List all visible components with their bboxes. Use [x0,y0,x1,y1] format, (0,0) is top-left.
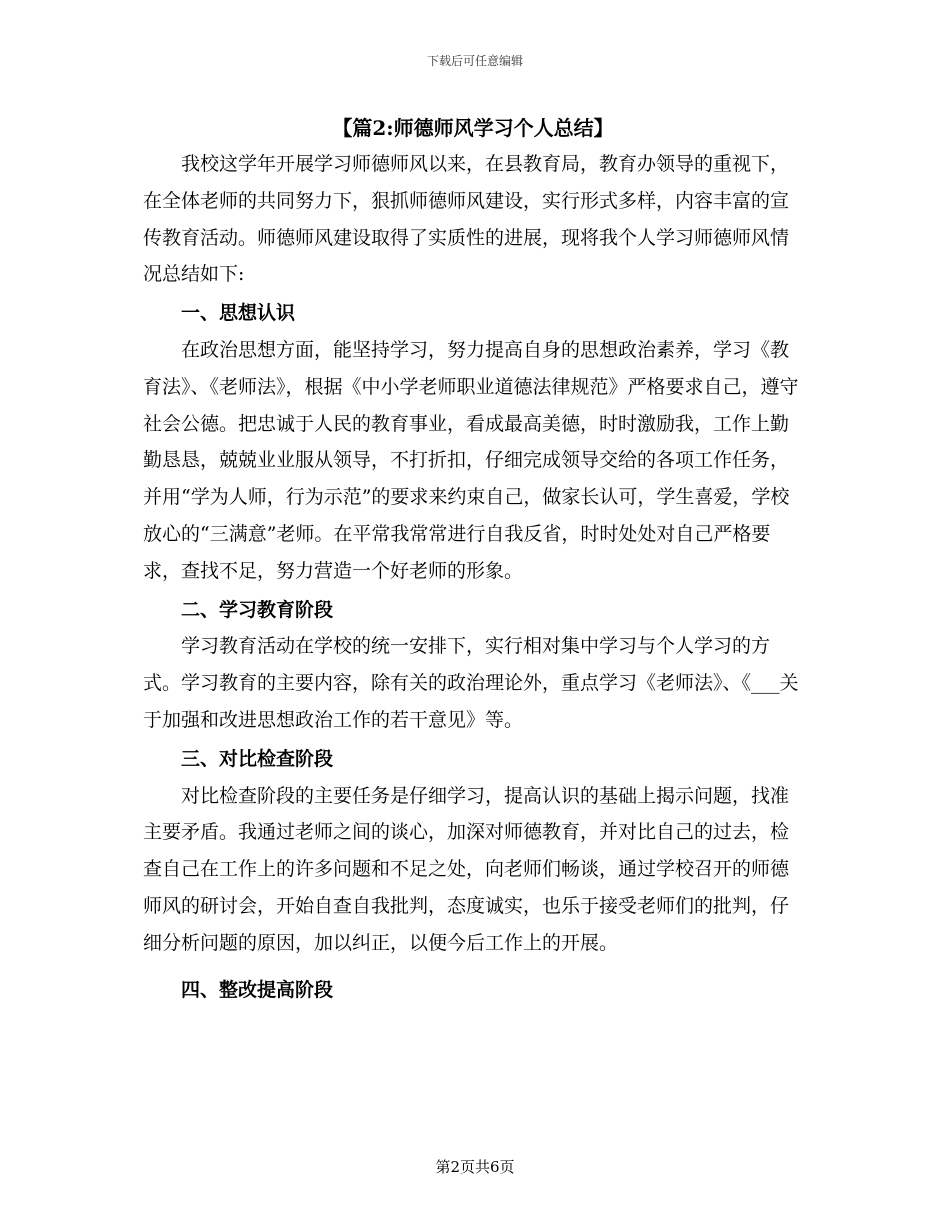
intro-paragraph: 我校这学年开展学习师德师风以来，在县教育局，教育办领导的重视下，在全体老师的共同努力下，狠抓师德师风建设，实行形式多样，内容丰富的宣传教育活动。师德师风建设取得了实质性的进展，现将我个人学习师德师风情况总结如下: [143,153,790,286]
section-1-heading: 一、思想认识 [181,302,296,325]
section-2-heading: 二、学习教育阶段 [181,598,334,621]
document-title: 【篇2:师德师风学习个人总结】 [332,116,614,140]
section-3-paragraph: 对比检查阶段的主要任务是仔细学习，提高认识的基础上揭示问题，找准主要矛盾。我通过老师之间的谈心，加深对师德教育，并对比自己的过去，检查自己在工作上的许多问题和不足之处，向老师们畅谈，通过学校召开的师德师风的研讨会，开始自查自我批判，态度诚实，也乐于接受老师们的批判，仔细分析问题的原因，加以纠正，以便今后工作上的开展。 [143,784,790,954]
page-footer: 第2页共6页 [435,1158,515,1176]
section-2-paragraph: 学习教育活动在学校的统一安排下，实行相对集中学习与个人学习的方式。学习教育的主要内容，除有关的政治理论外，重点学习《老师法》、《___关于加强和改进思想政治工作的若干意见》等。 [143,635,799,731]
document-body [143,110,803,1008]
section-1-paragraph: 在政治思想方面，能坚持学习，努力提高自身的思想政治素养，学习《教育法》、《老师法》，根据《中小学老师职业道德法律规范》严格要求自己，遵守社会公德。把忠诚于人民的教育事业，看成最高美德，时时激励我，工作上勤勤恳恳，兢兢业业服从领导，不打折扣，仔细完成领导交给的各项工作任务，并用“学为人师，行为示范”的要求来约束自己，做家长认可，学生喜爱，学校放心的“三满意”老师。在平常我常常进行自我反省，时时处处对自己严格要求，查找不足，努力营造一个好老师的形象。 [143,338,799,582]
page-header: 下载后可任意编辑 [426,54,523,68]
section-3-heading: 三、对比检查阶段 [181,747,334,770]
section-4-heading: 四、整改提高阶段 [181,978,334,1001]
